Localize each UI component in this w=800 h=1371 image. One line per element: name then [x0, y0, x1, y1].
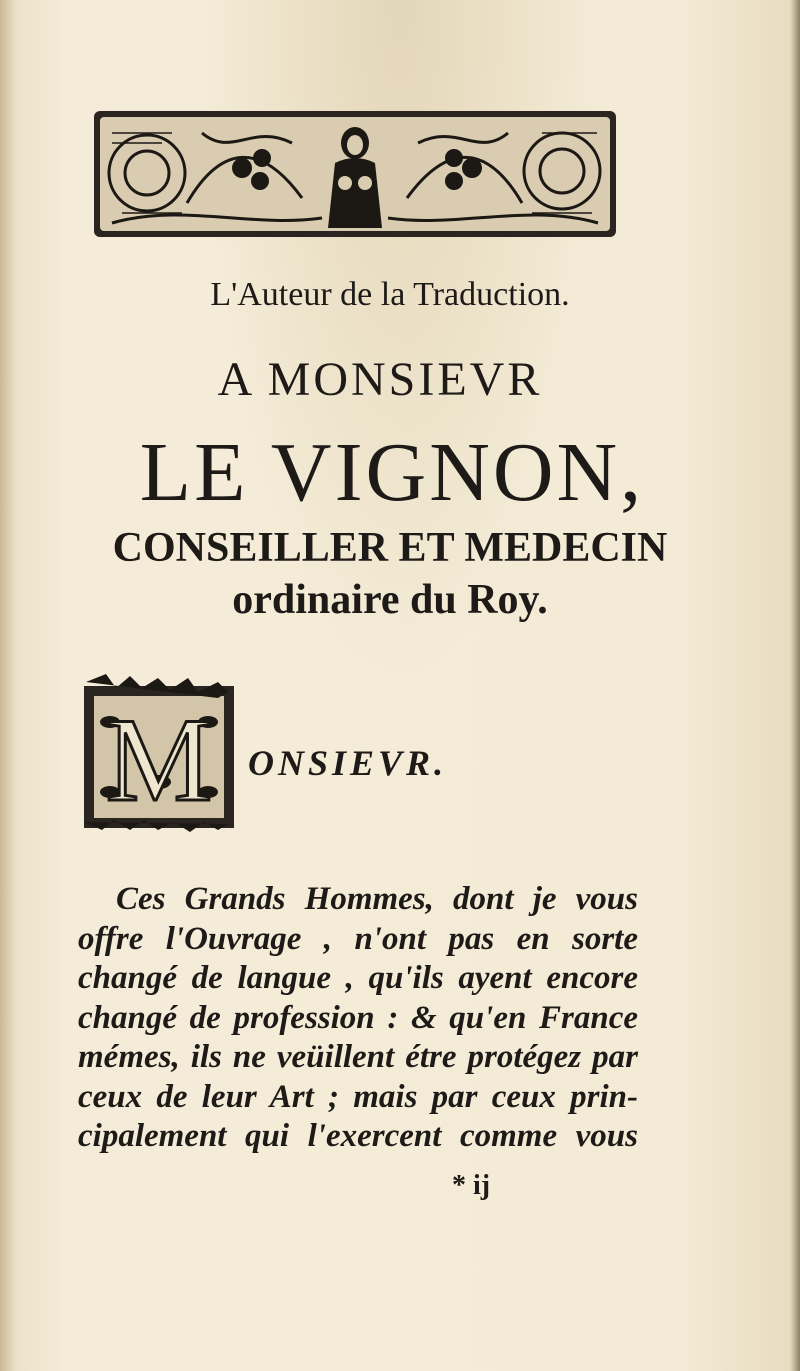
body-line: changé de langue , qu'ils ayent encore	[78, 960, 638, 996]
body-paragraph	[78, 880, 638, 1157]
dedication-to: A MONSIEVR	[217, 353, 543, 406]
page-edge-left	[0, 0, 16, 1371]
dropcap-letter: M	[105, 693, 213, 826]
dedicatee-title-2: ordinaire du Roy.	[232, 577, 548, 623]
body-line: ceux de leur Art ; mais par ceux prin-	[78, 1078, 638, 1115]
body-line: changé de profession : & qu'en France	[78, 999, 638, 1036]
decorated-initial-icon	[80, 672, 238, 832]
signature-mark: * ij	[452, 1170, 491, 1201]
body-line: offre l'Ouvrage , n'ont pas en sorte	[78, 920, 638, 957]
body-line: mémes, ils ne veüillent étre protégez par	[78, 1039, 638, 1075]
dedication-from: L'Auteur de la Traduction.	[210, 276, 570, 313]
salutation-text: ONSIEVR.	[248, 743, 448, 783]
dedicatee-title-1: CONSEILLER ET MEDECIN	[112, 525, 668, 571]
dedicatee-name: LE VIGNON,	[139, 426, 645, 519]
body-line: cipalement qui l'exercent comme vous	[78, 1118, 638, 1154]
page-edge-right	[790, 0, 800, 1371]
headpiece-ornament-icon	[92, 103, 618, 243]
body-line: Ces Grands Hommes, dont je vous	[116, 881, 638, 917]
